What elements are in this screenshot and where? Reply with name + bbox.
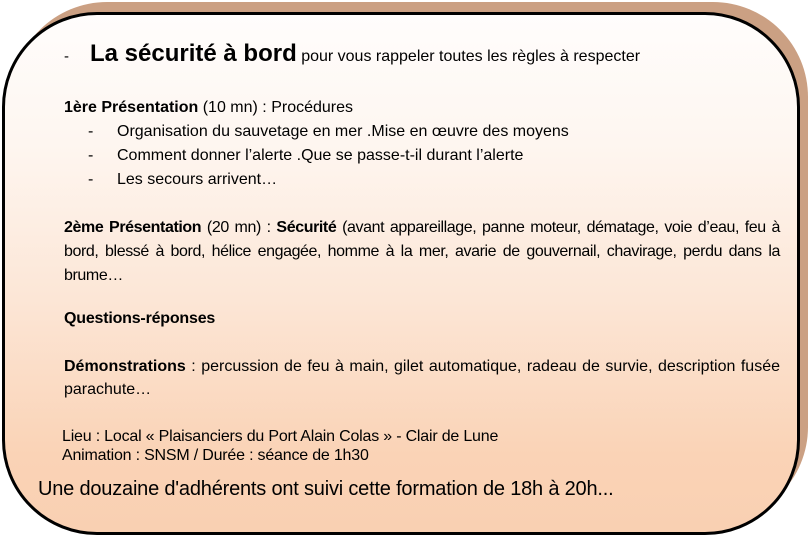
title-heading: La sécurité à bord (90, 40, 297, 67)
title-bullet: - (64, 48, 69, 65)
list-item-text: Organisation du sauvetage en mer .Mise en œuvre des moyens (117, 123, 569, 140)
presentation1-heading (64, 99, 353, 117)
footer-note: Une douzaine d'adhérents ont suivi cette formation de 18h à 20h... (38, 478, 614, 500)
list-bullet: - (88, 123, 94, 140)
presentation2-topic: Sécurité (276, 219, 337, 236)
list-item-text: Comment donner l’alerte .Que se passe-t-il durant l’alerte (117, 147, 524, 164)
list-item (88, 122, 569, 146)
list-bullet: - (88, 171, 94, 188)
list-item (88, 170, 569, 194)
questions-heading: Questions-réponses (64, 310, 216, 327)
demonstrations-text: : percussion de feu à main, gilet automatique, radeau de survie, description fusée parachute… (64, 358, 780, 398)
presentation1-duration: (10 mn) : Procédures (198, 99, 354, 116)
demonstrations-label: Démonstrations (64, 358, 186, 375)
presentation2-label: 2ème Présentation (64, 219, 202, 236)
title-subtitle: pour vous rappeler toutes les règles à respecter (301, 48, 641, 65)
presentation2-paragraph (64, 216, 780, 288)
list-item (88, 146, 569, 170)
presentation2-duration: (20 mn) : (201, 219, 277, 236)
event-info (62, 427, 498, 465)
presentation1-list (88, 122, 569, 194)
list-item-text: Les secours arrivent… (117, 171, 278, 188)
location-line: Lieu : Local « Plaisanciers du Port Alain Colas » - Clair de Lune (62, 428, 499, 445)
demonstrations-paragraph (64, 355, 780, 401)
animation-line: Animation : SNSM / Durée : séance de 1h30 (62, 447, 369, 464)
list-bullet: - (88, 147, 94, 164)
presentation1-label: 1ère Présentation (64, 99, 199, 116)
title-row (64, 40, 640, 68)
presentation2-details: (avant appareillage, panne moteur, dématage, voie d’eau, feu à bord, blessé à bord, hélice engagée, homme à la mer, avarie de gouvernail, chavirage, perdu dans la brume… (64, 219, 780, 284)
